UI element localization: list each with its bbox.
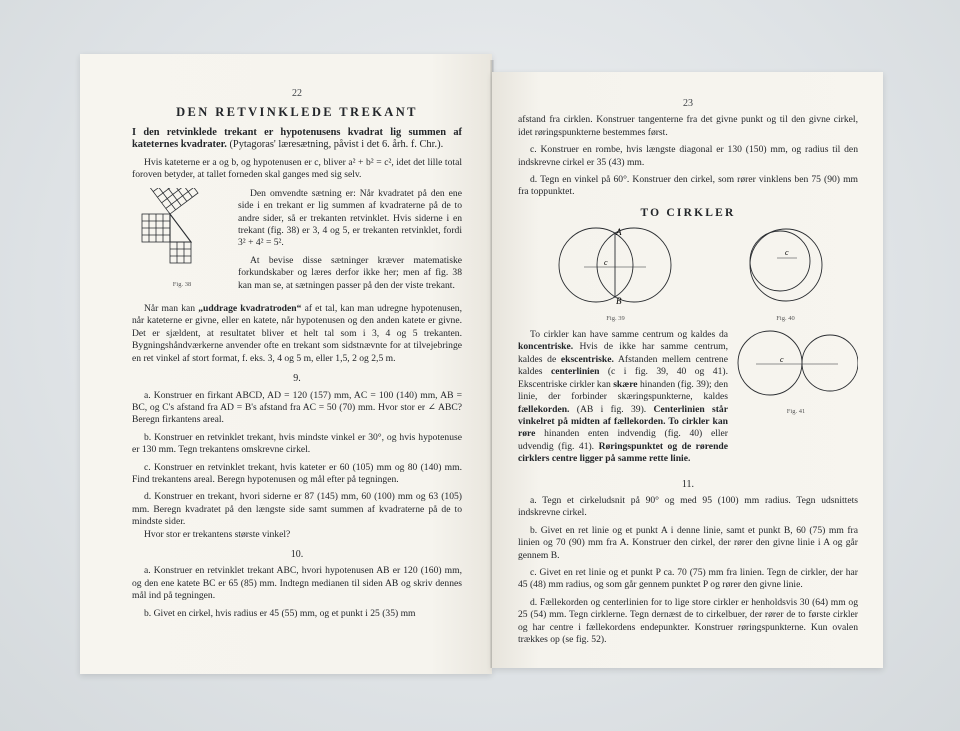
fig39-label-b: B — [615, 296, 621, 307]
exercise-9d: d. Konstruer en trekant, hvori siderne er 87 (145) mm, 60 (100) mm og 63 (105) mm. Beregn kvadratet på den længste side samt summen af kvadraterne på de to mindste sider. — [132, 491, 462, 528]
theorem-statement — [132, 127, 462, 152]
page-number-left: 22 — [292, 88, 302, 99]
tc-mid5: (AB i fig. 39). — [569, 403, 654, 415]
chapter-title: DEN RETVINKLEDE TREKANT — [176, 105, 418, 120]
exercise-10b: b. Givet en cirkel, hvis radius er 45 (55) mm, og et punkt i 25 (35) mm — [144, 607, 416, 619]
internally-tangent-circles-figure — [741, 225, 831, 307]
paragraph-to-cirkler — [518, 329, 728, 465]
fig40 — [741, 225, 831, 325]
fig39 — [546, 225, 686, 325]
section-10-heading: 10. — [290, 548, 304, 560]
pythagoras-figure — [132, 188, 232, 274]
section-9-heading: 9. — [293, 373, 301, 385]
tc-bold-ekscentriske: ekscentriske. — [560, 353, 614, 365]
fig38-block — [132, 188, 462, 297]
theorem-bold: I den retvinklede trekant er hypotenusens kvadrat lig summen af kateternes kvadrater. — [132, 126, 462, 151]
tc-mid6: hinanden enten indvendig (fig. 40) eller udvendig (fig. 41). — [518, 428, 728, 452]
tc-bold-centerlinien-rule: Centerlinien står vinkelret på midten af fællekorden. To cirkler kan røre — [518, 403, 728, 440]
exercise-10b-continued: afstand fra cirklen. Konstruer tangenterne fra det givne punkt og til den givne cirkel, idet røringspunkterne bestemmes først. — [518, 114, 858, 138]
left-page — [80, 54, 492, 674]
tc-mid3: (c i fig. 39, 40 og 41). Ekscentriske cirkler kan — [518, 366, 728, 390]
right-page-content — [518, 98, 858, 651]
kvadratrod-pre: Når man kan — [144, 303, 199, 315]
tc-bold-roeringspunkt: Røringspunktet og de rørende cirklers centre ligger på samme rette linie. — [518, 440, 728, 465]
exercise-11a: a. Tegn et cirkeludsnit på 90° og med 95 (100) mm radius. Tegn udsnittets indskrevne cirkel. — [518, 494, 858, 519]
paragraph-omvendt: Den omvendte sætning er: Når kvadratet på den ene side i en trekant er lig summen af kvadraterne på de to andre sider, så er trekanten retvinklet. Hvis siderne i en trekant (fig. 38) er 3, 4 og 5, er trekanten retvinklet, fordi 3² + 4² = 5². — [238, 187, 462, 249]
tc-bold-skaere: skære — [613, 378, 638, 390]
exercise-9a: a. Konstruer en firkant ABCD, AD = 120 (157) mm, AC = 100 (140) mm, AB = BC, og C's afstand fra AD = B's afstand fra AC = 50 (70) mm. Hvor stor er ∠ ABC? Beregn firkantens areal. — [132, 389, 462, 426]
tc-pre: To cirkler kan have samme centrum og kaldes da — [530, 329, 728, 341]
fig40-label-c: c — [784, 248, 789, 258]
tocirkler-text — [518, 329, 728, 470]
fig38-text — [232, 188, 462, 297]
fig41-label-c: c — [780, 355, 784, 365]
exercise-9b: b. Konstruer en retvinklet trekant, hvis mindste vinkel er 30°, og hvis hypotenuse er 130 mm. Tegn trekantens omskrevne cirkel. — [132, 431, 462, 456]
page-number-right: 23 — [683, 98, 693, 109]
exercise-9d-question: Hvor stor er trekantens største vinkel? — [144, 528, 291, 540]
fig41-caption: Fig. 41 — [786, 408, 806, 416]
tc-bold-koncentriske: koncentriske. — [518, 341, 574, 353]
fig41 — [728, 329, 858, 419]
fig39-label-a: A — [615, 227, 621, 238]
fig38 — [132, 188, 232, 292]
exercise-10d: d. Tegn en vinkel på 60°. Konstruer den cirkel, som rører vinklens ben 75 (90) mm fra toppunktet. — [518, 174, 858, 198]
kvadratrod-post: af et tal, kan man udregne hypotenusen, når kateterne er givne, eller en katete, når hypotenusen og den anden katete er givne. Det er sjældent, at resultatet bliver et helt tal som i 3, 4 og 5 trekanten. Bygningshåndværkerne anvender ofte en trekant som sidstnævnte for at tilvejebringe en ret vinkel af stort format, f. eks. 3, 4 og 5 m, eller 1,5, 2 og 2,5 m. — [132, 303, 463, 364]
exercise-11d: d. Fællekorden og centerlinien for to lige store cirkler er henholdsvis 30 (64) mm og 25 (54) mm. Tegn cirklerne. Tegn dernæst de to cirkelbuer, der rører de to første cirkler og har centre i fællekordens endepunkter. Konstruer røringspunkterne. Kun ovalen trækkes op (se fig. 52). — [518, 596, 858, 645]
paragraph-kvadratrod — [132, 303, 462, 365]
fig40-caption: Fig. 40 — [776, 314, 795, 322]
exercise-11b: b. Givet en ret linie og et punkt A i denne linie, samt et punkt B, 60 (75) mm fra linien og 70 (90) mm fra A. Konstruer den cirkel, der rører den givne linie i A og går gennem B. — [518, 524, 858, 561]
section-11-heading: 11. — [681, 478, 695, 490]
exercise-11c: c. Givet en ret linie og et punkt P ca. 70 (75) mm fra linien. Tegn de cirkler, der har 45 (48) mm radius, og som går gennem punktet P og rører den givne linie. — [518, 566, 858, 591]
tocirkler-text-block — [518, 329, 858, 470]
theorem-note: (Pytagoras' læresætning, påvist i det 6. årh. f. Chr.). — [229, 139, 444, 151]
exercise-10a: a. Konstruer en retvinklet trekant ABC, hvori hypotenusen AB er 120 (160) mm, og den ene katete BC er 65 (85) mm. Indtegn medianen til siden AB og skriv dennes mål ind på tegningen. — [132, 565, 462, 602]
paragraph-kateter: Hvis kateterne er a og b, og hypotenusen er c, bliver a² + b² = c², idet det lille total foroven betyder, at tallet forneden skal ganges med sig selv. — [132, 157, 462, 181]
tc-mid2: Afstanden mellem centrene kaldes — [518, 353, 728, 378]
tc-mid4: hinanden (fig. 39); den linie, der forbinder skæringspunkterne, kaldes — [518, 378, 728, 403]
section-title-to-cirkler: TO CIRKLER — [640, 206, 736, 219]
fig38-caption: Fig. 38 — [172, 281, 192, 289]
paragraph-bevis: At bevise disse sætninger kræver matematiske forkundskaber og læres derfor ikke her; men af fig. 38 kan man se, at sætningen passer på den der viste trekant. — [238, 254, 462, 291]
intersecting-circles-figure — [546, 225, 686, 307]
exercise-10c: c. Konstruer en rombe, hvis længste diagonal er 130 (150) mm, og radius til den indskrevne cirkel er 35 (43) mm. — [518, 144, 858, 168]
tc-bold-faellekorden: fællekorden. — [518, 403, 570, 415]
tc-bold-centerlinien: centerlinien — [550, 366, 600, 378]
left-page-content — [132, 88, 462, 625]
externally-tangent-circles-figure — [734, 329, 858, 401]
circle-figures-row — [518, 225, 858, 325]
right-page — [492, 72, 883, 668]
exercise-9c: c. Konstruer en retvinklet trekant, hvis kateter er 60 (105) mm og 80 (140) mm. Find trekantens areal. Beregn hypotenusen og mål efter på tegningen. — [132, 461, 462, 485]
tc-mid1: Hvis de ikke har samme centrum, kaldes de — [518, 341, 728, 365]
kvadratrod-bold: „uddrage kvadratroden“ — [198, 303, 302, 315]
fig39-caption: Fig. 39 — [606, 314, 625, 322]
fig39-label-c: c — [603, 258, 608, 268]
